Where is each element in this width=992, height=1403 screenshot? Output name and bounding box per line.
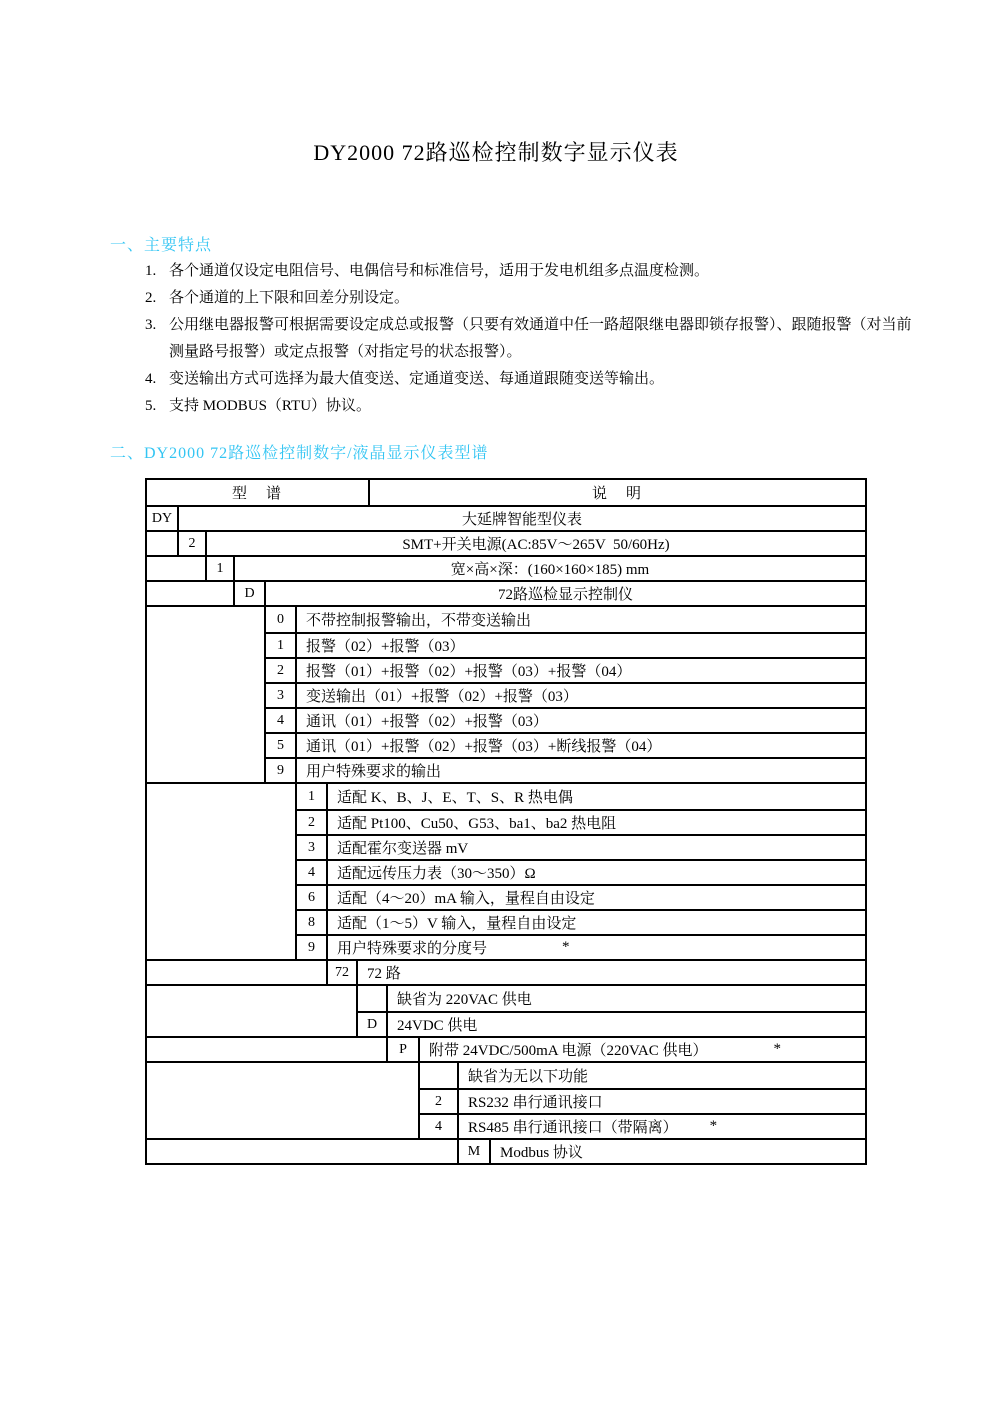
model-desc-cell: 大延牌智能型仪表 [461,512,582,528]
indent-cell [147,1140,459,1163]
feature-list [145,258,945,420]
model-code-cell [358,986,388,1011]
table-row [420,1063,865,1088]
model-spectrum-table [145,478,867,1165]
feature-text-line2: 测量路号报警）或定点报警（对指定号的状态报警）。 [169,344,522,360]
model-desc-cell: 72路巡检显示控制仪 [497,587,633,603]
table-row [147,555,865,580]
model-desc-cell: RS485 串行通讯接口（带隔离） [468,1120,678,1136]
header-cell-desc: 说 明 [591,486,643,502]
page-title: DY2000 72路巡检控制数字显示仪表 [313,140,679,165]
model-code-cell: DY [147,507,179,530]
merged-indent-cell [147,607,266,782]
table-row [266,707,865,732]
model-desc-cell: 适配 Pt100、Cu50、G53、ba1、ba2 热电阻 [337,816,617,832]
model-code-cell [420,1063,459,1088]
model-code-cell: 9 [266,759,297,782]
table-row [266,757,865,782]
indent-cell [147,532,179,555]
table-row [147,1138,865,1163]
model-code-cell: 9 [297,936,328,959]
model-desc-cell: 变送输出（01）+报警（02）+报警（03） [306,689,578,705]
model-desc-cell: 通讯（01）+报警（02）+报警（03）+断线报警（04） [306,739,662,755]
model-desc-cell: 用户特殊要求的输出 [306,764,442,780]
model-code-cell: D [235,582,266,605]
indent-cell [147,961,328,984]
model-desc-cell: 适配（1～5）V 输入，量程自由设定 [337,916,577,932]
model-desc-cell: 适配远传压力表（30～350）Ω [337,866,536,882]
table-row [147,580,865,605]
model-code-cell: 1 [207,557,235,580]
table-row [420,1088,865,1113]
model-code-cell: 1 [297,784,328,809]
feature-number: 3. [145,317,157,333]
asterisk-note: * [562,939,570,955]
model-desc-cell: 用户特殊要求的分度号 [337,941,488,957]
comm-options-section [147,1061,865,1138]
feature-item [145,312,945,366]
feature-text: 各个通道仅设定电阻信号、电偶信号和标准信号，适用于发电机组多点温度检测。 [169,263,710,279]
model-desc-cell: 适配 K、B、J、E、T、S、R 热电偶 [337,790,573,806]
feature-text: 各个通道的上下限和回差分别设定。 [169,290,410,306]
table-row [147,1036,865,1061]
model-code-cell: 8 [297,911,328,934]
model-desc-cell: 报警（01）+报警（02）+报警（03）+报警（04） [306,664,632,680]
section-heading-features: 一、主要特点 [110,237,213,254]
model-code-cell: 2 [266,659,297,682]
feature-text: 支持 MODBUS（RTU）协议。 [169,398,372,414]
model-code-cell: P [388,1038,420,1061]
table-row [358,1011,865,1036]
model-code-cell: D [358,1013,388,1036]
table-row [297,859,865,884]
model-code-cell: 2 [420,1090,459,1113]
table-row [147,530,865,555]
model-desc-cell: 缺省为 220VAC 供电 [397,992,532,1008]
model-desc-cell: 适配（4～20）mA 输入，量程自由设定 [337,891,595,907]
model-code-cell: 6 [297,886,328,909]
indent-cell [147,582,235,605]
table-row [147,959,865,984]
table-row [358,986,865,1011]
table-row [266,732,865,757]
model-code-cell: 72 [328,961,358,984]
table-row [297,834,865,859]
table-row [420,1113,865,1138]
table-row [266,632,865,657]
asterisk-note: * [773,1041,781,1057]
feature-item [145,285,945,312]
feature-item [145,366,945,393]
merged-indent-cell [147,1063,420,1138]
header-cell-model: 型 谱 [147,480,370,505]
model-code-cell: 3 [266,684,297,707]
feature-item [145,393,945,420]
model-desc-cell: 附带 24VDC/500mA 电源（220VAC 供电） [429,1043,708,1059]
model-code-cell: 4 [266,709,297,732]
model-code-cell: 5 [266,734,297,757]
section-heading-spectrum: 二、DY2000 72路巡检控制数字/液晶显示仪表型谱 [110,445,489,462]
model-code-cell: 1 [266,634,297,657]
model-code-cell: 2 [297,811,328,834]
table-row [297,784,865,809]
model-desc-cell: 不带控制报警输出，不带变送输出 [306,613,532,629]
table-row [297,909,865,934]
model-desc-cell: Modbus 协议 [500,1145,583,1161]
model-desc-cell: SMT+开关电源(AC:85V～265V 50/60Hz) [402,537,670,553]
feature-number: 4. [145,371,157,387]
model-code-cell: M [459,1140,491,1163]
model-desc-cell: 宽×高×深：(160×160×185) mm [450,562,650,578]
input-options-section [147,782,865,959]
model-code-cell: 2 [179,532,207,555]
table-row [147,505,865,530]
table-row [266,607,865,632]
power-options-section [147,984,865,1036]
indent-cell [147,1038,388,1061]
model-desc-cell: RS232 串行通讯接口 [468,1095,603,1111]
feature-number: 2. [145,290,157,306]
model-desc-cell: 报警（02）+报警（03） [306,639,465,655]
feature-item [145,258,945,285]
model-code-cell: 4 [297,861,328,884]
table-row [266,657,865,682]
feature-number: 1. [145,263,157,279]
model-code-cell: 4 [420,1115,459,1138]
feature-number: 5. [145,398,157,414]
model-desc-cell: 72 路 [367,966,401,982]
model-code-cell: 0 [266,607,297,632]
asterisk-note: * [709,1118,718,1134]
table-header-row [147,480,865,505]
merged-indent-cell [147,784,297,959]
merged-indent-cell [147,986,358,1036]
output-options-section [147,605,865,782]
table-row [266,682,865,707]
model-desc-cell: 通讯（01）+报警（02）+报警（03） [306,714,548,730]
feature-text: 变送输出方式可选择为最大值变送、定通道变送、每通道跟随变送等输出。 [169,371,665,387]
indent-cell [147,557,207,580]
model-desc-cell: 缺省为无以下功能 [468,1069,589,1085]
model-desc-cell: 24VDC 供电 [397,1018,478,1034]
table-row [297,934,865,959]
model-desc-cell: 适配霍尔变送器 mV [337,841,469,857]
table-row [297,884,865,909]
model-code-cell: 3 [297,836,328,859]
table-row [297,809,865,834]
feature-text: 公用继电器报警可根据需要设定成总或报警（只要有效通道中任一路超限继电器即锁存报警）、跟随报警（对当前 [169,317,912,333]
